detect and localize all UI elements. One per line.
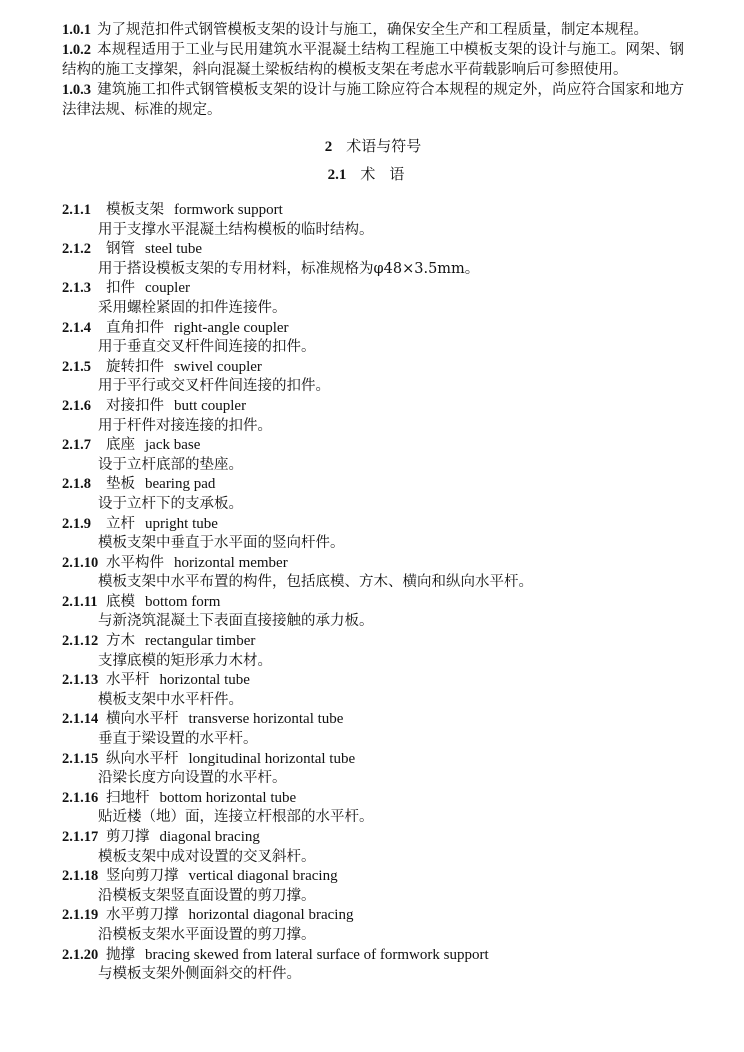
clause-number: 1.0.3 [62,82,91,98]
term-number: 2.1.15 [62,750,99,767]
term-heading [62,906,684,926]
section-heading [62,164,684,185]
term-definition: 垂直于梁设置的水平杆。 [98,731,258,748]
term-english: longitudinal horizontal tube [188,750,356,767]
term-heading [62,279,684,299]
term-number: 2.1.20 [62,946,99,963]
term-english: diagonal bracing [159,829,260,845]
term-number: 2.1.16 [62,789,99,806]
term-entry [62,319,684,358]
clause-1-0-1 [62,20,684,40]
term-heading [62,436,684,456]
term-chinese: 对接扣件 [106,397,164,414]
term-heading [62,515,684,535]
term-definition: 沿梁长度方向设置的水平杆。 [98,770,287,787]
term-chinese: 抛撑 [106,946,135,963]
term-heading [62,554,684,574]
term-number: 2.1.2 [62,241,91,258]
term-english: bearing pad [145,476,216,493]
term-definition: 用于搭设模板支架的专用材料，标准规格为φ48×3.5mm。 [98,260,480,277]
term-chinese: 方木 [106,633,135,650]
term-definition: 模板支架中垂直于水平面的竖向杆件。 [98,535,345,552]
term-definition: 设于立杆下的支承板。 [98,495,243,512]
term-english: bottom form [145,593,221,610]
term-chinese: 水平构件 [106,554,164,571]
term-definition: 采用螺栓紧固的扣件连接件。 [98,299,287,316]
term-chinese: 扫地杆 [106,789,150,806]
term-heading [62,397,684,417]
term-number: 2.1.1 [62,202,91,218]
term-entry [62,946,684,985]
term-chinese: 水平杆 [106,672,150,689]
term-number: 2.1.3 [62,280,91,297]
term-chinese: 扣件 [106,280,135,297]
term-number: 2.1.4 [62,319,91,336]
term-heading [62,475,684,495]
term-definition: 模板支架中水平杆件。 [98,691,243,708]
term-entry [62,867,684,906]
term-english: formwork support [174,202,283,218]
term-number: 2.1.14 [62,711,99,728]
term-definition: 与模板支架外侧面斜交的杆件。 [98,966,301,983]
term-entry [62,593,684,632]
term-english: steel tube [145,241,203,258]
term-entry [62,671,684,710]
term-english: right-angle coupler [174,319,289,336]
term-english: bracing skewed from lateral surface of formwork support [145,946,489,963]
term-entry [62,397,684,436]
term-definition: 用于平行或交叉杆件间连接的扣件。 [98,378,330,395]
clause-text: 为了规范扣件式钢管模板支架的设计与施工，确保安全生产和工程质量，制定本规程。 [97,22,648,38]
term-chinese: 横向水平杆 [106,711,179,728]
term-heading [62,201,684,221]
term-chinese: 模板支架 [106,202,164,218]
term-entry [62,279,684,318]
intro-clauses [62,20,684,120]
term-english: bottom horizontal tube [159,789,297,806]
term-definition: 沿模板支架竖直面设置的剪刀撑。 [98,887,316,904]
term-chinese: 水平剪刀撑 [106,907,179,924]
term-number: 2.1.7 [62,437,91,454]
term-entry [62,632,684,671]
term-entry [62,515,684,554]
chapter-title: 术语与符号 [346,137,422,155]
term-chinese: 底座 [106,437,135,454]
term-number: 2.1.10 [62,554,99,571]
chapter-number: 2 [324,139,333,155]
term-entry [62,554,684,593]
term-definition: 用于垂直交叉杆件间连接的扣件。 [98,339,316,356]
term-definition: 贴近楼（地）面，连接立杆根部的水平杆。 [98,809,374,826]
term-english: horizontal member [174,554,288,571]
term-entry [62,475,684,514]
term-number: 2.1.18 [62,868,99,885]
document-page [62,20,684,985]
term-definition: 设于立杆底部的垫座。 [98,456,243,473]
term-chinese: 立杆 [106,515,135,532]
term-entry [62,710,684,749]
term-english: vertical diagonal bracing [188,868,338,885]
term-heading [62,710,684,730]
term-chinese: 剪刀撑 [106,829,150,845]
section-title: 术语 [360,165,419,183]
clause-number: 1.0.1 [62,22,91,38]
term-number: 2.1.11 [62,593,98,610]
term-heading [62,671,684,691]
section-number: 2.1 [327,167,347,183]
term-english: jack base [145,437,201,454]
term-number: 2.1.8 [62,476,91,493]
term-heading [62,789,684,809]
term-heading [62,867,684,887]
term-definition: 与新浇筑混凝土下表面直接接触的承力板。 [98,613,374,630]
term-number: 2.1.5 [62,358,91,375]
term-english: horizontal tube [159,672,250,689]
term-english: horizontal diagonal bracing [188,907,354,924]
term-definition: 沿模板支架水平面设置的剪刀撑。 [98,926,316,943]
term-entry [62,828,684,867]
term-entry [62,906,684,945]
term-number: 2.1.13 [62,672,99,689]
term-chinese: 底模 [106,593,135,610]
term-english: swivel coupler [174,358,262,375]
term-heading [62,750,684,770]
term-entry [62,240,684,279]
chapter-heading [62,136,684,157]
term-definition: 用于支撑水平混凝土结构模板的临时结构。 [98,221,374,238]
term-chinese: 垫板 [106,476,135,493]
term-heading [62,319,684,339]
term-heading [62,632,684,652]
term-number: 2.1.19 [62,907,99,924]
term-number: 2.1.9 [62,515,91,532]
term-english: butt coupler [174,397,247,414]
term-english: transverse horizontal tube [188,711,344,728]
terms-list [62,201,684,985]
term-chinese: 竖向剪刀撑 [106,868,179,885]
term-heading [62,828,684,848]
term-entry [62,750,684,789]
term-entry [62,789,684,828]
term-heading [62,593,684,613]
term-heading [62,946,684,966]
term-entry [62,201,684,240]
term-heading [62,240,684,260]
term-entry [62,358,684,397]
term-english: coupler [145,280,190,297]
term-definition: 模板支架中成对设置的交叉斜杆。 [98,848,316,865]
clause-text: 本规程适用于工业与民用建筑水平混凝土结构工程施工中模板支架的设计与施工。网架、钢结构的施工支撑架，斜向混凝土梁板结构的模板支架在考虑水平荷载影响后可参照使用。 [62,42,684,78]
term-number: 2.1.12 [62,633,99,650]
term-number: 2.1.6 [62,397,91,414]
term-chinese: 直角扣件 [106,319,164,336]
clause-number: 1.0.2 [62,42,91,58]
term-definition: 用于杆件对接连接的扣件。 [98,417,272,434]
term-chinese: 钢管 [106,241,135,258]
term-english: rectangular timber [145,633,256,650]
term-chinese: 旋转扣件 [106,358,164,375]
term-chinese: 纵向水平杆 [106,750,179,767]
clause-text: 建筑施工扣件式钢管模板支架的设计与施工除应符合本规程的规定外，尚应符合国家和地方法律法规、标准的规定。 [62,82,684,118]
clause-1-0-2 [62,40,684,80]
term-definition: 模板支架中水平布置的构件，包括底模、方木、横向和纵向水平杆。 [98,574,533,591]
clause-1-0-3 [62,80,684,120]
term-english: upright tube [145,515,218,532]
term-definition: 支撑底模的矩形承力木材。 [98,652,272,669]
term-entry [62,436,684,475]
term-number: 2.1.17 [62,829,99,845]
term-heading [62,358,684,378]
